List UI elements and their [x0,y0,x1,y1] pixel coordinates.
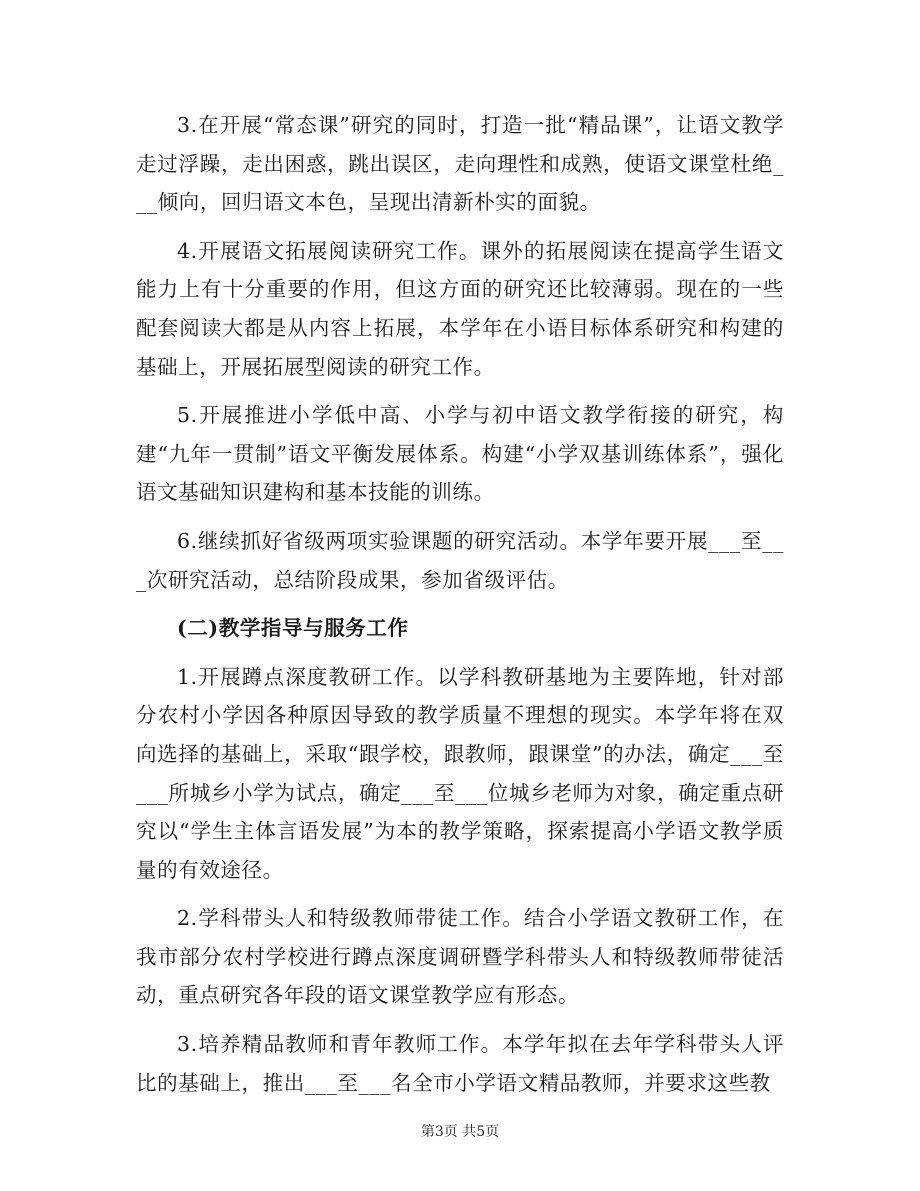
paragraph-6: 6.继续抓好省级两项实验课题的研究活动。本学年要开展___至___次研究活动，总结阶段成果，参加省级评估。 [136,528,784,592]
paragraph-1-guidance: 1.开展蹲点深度教研工作。以学科教研基地为主要阵地，针对部分农村小学因各种原因导致的教学质量不理想的现实。本学年将在双向选择的基础上，采取“跟学校，跟教师，跟课堂”的办法，确定___至___所城乡小学为试点，确定___至___位城乡老师为对象，确定重点研究以“学生主体言语发展”为本的教学策略，探索提高小学语文教学质量的有效途径。 [136,664,784,882]
paragraph-3: 3.在开展“常态课”研究的同时，打造一批“精品课”，让语文教学走过浮躁，走出困惑，跳出误区，走向理性和成熟，使语文课堂杜绝___倾向，回归语文本色，呈现出清新朴实的面貌。 [136,113,784,215]
section-heading: (二)教学指导与服务工作 [177,616,409,641]
paragraph-4: 4.开展语文拓展阅读研究工作。课外的拓展阅读在提高学生语文能力上有十分重要的作用，但这方面的研究还比较薄弱。现在的一些配套阅读大都是从内容上拓展，本学年在小语目标体系研究和构建的基础上，开展拓展型阅读的研究工作。 [136,238,784,379]
paragraph-5: 5.开展推进小学低中高、小学与初中语文教学衔接的研究，构建“九年一贯制”语文平衡发展体系。构建“小学双基训练体系”，强化语文基础知识建构和基本技能的训练。 [136,403,784,505]
paragraph-2-guidance: 2.学科带头人和特级教师带徒工作。结合小学语文教研工作，在我市部分农村学校进行蹲点深度调研暨学科带头人和特级教师带徒活动，重点研究各年段的语文课堂教学应有形态。 [136,906,784,1008]
paragraph-3-guidance: 3.培养精品教师和青年教师工作。本学年拟在去年学科带头人评比的基础上，推出___至___名全市小学语文精品教师，并要求这些教 [136,1032,784,1095]
page-number-footer: 第3页 共5页 [420,1124,500,1140]
document-body [136,106,784,1112]
